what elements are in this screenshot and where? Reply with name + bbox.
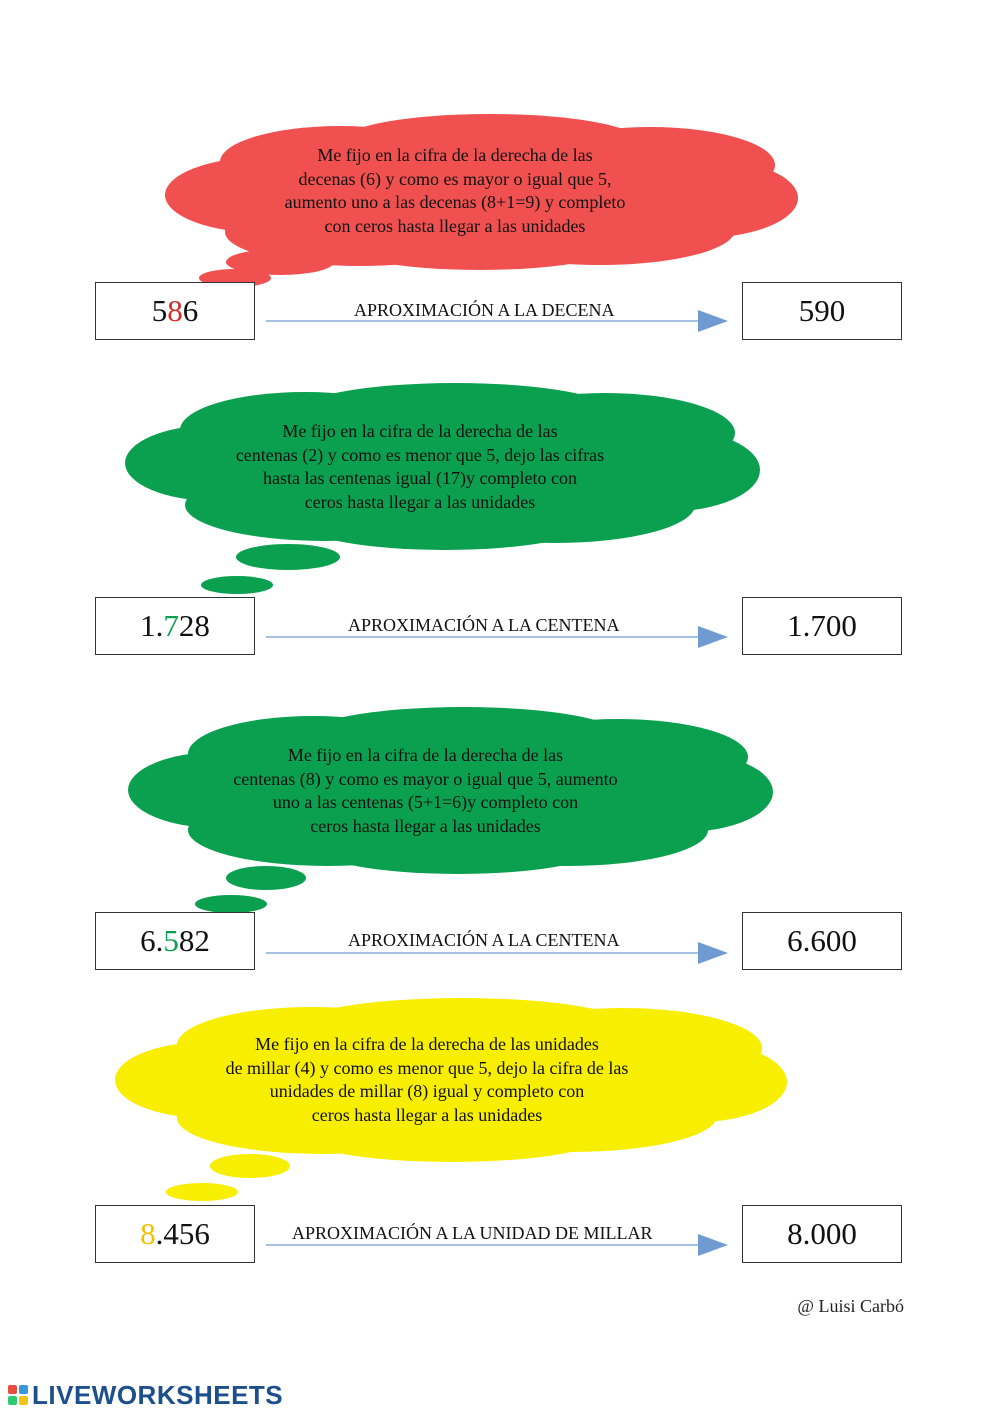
cloud-line: Me fijo en la cifra de la derecha de las [282,421,558,441]
result-number-box [742,282,902,340]
arrow-right-icon [266,622,730,652]
cloud-line: centenas (2) y como es menor que 5, dejo las cifras [235,444,605,465]
source-number-box [95,1205,255,1263]
cloud-decena [160,120,800,300]
result-value: 590 [798,293,846,328]
cloud-line: centenas (8) y como es mayor o igual que 5, aumento [233,768,618,789]
arrow-right-icon [266,1230,730,1260]
rounding-label: APROXIMACIÓN A LA UNIDAD DE MILLAR [292,1223,653,1243]
cloud-millar [112,1000,792,1220]
cloud-line: ceros hasta llegar a las unidades [310,815,541,836]
arrow-right-icon [266,938,730,968]
cloud-text [187,1033,667,1127]
cloud-line: uno a las centenas (5+1=6)y completo con [272,792,579,812]
cloud-line: unidades de millar (8) igual y completo con [269,1081,585,1101]
logo-text: LIVEWORKSHEETS [32,1379,284,1410]
number-part: 6 [182,293,199,328]
rounding-label: APROXIMACIÓN A LA CENTENA [348,615,620,635]
rounding-label: APROXIMACIÓN A LA CENTENA [348,930,620,950]
cloud-line: hasta las centenas igual (17)y completo con [263,468,577,488]
number-part: 5 [151,293,168,328]
highlighted-digit: 5 [163,923,179,958]
highlighted-digit: 8 [140,1216,156,1251]
number-part: 82 [178,923,210,958]
cloud-text [198,744,653,838]
source-number-box [95,912,255,970]
cloud-line: con ceros hasta llegar a las unidades [324,215,586,236]
cloud-line: ceros hasta llegar a las unidades [311,1104,543,1125]
source-number-box [95,597,255,655]
cloud-line: aumento uno a las decenas (8+1=9) y completo [284,192,626,212]
cloud-line: Me fijo en la cifra de la derecha de las [287,745,564,765]
cloud-line: de millar (4) y como es menor que 5, dejo la cifra de las [225,1057,629,1078]
liveworksheets-logo-icon [8,1385,28,1405]
highlighted-digit: 7 [163,608,179,643]
cloud-line: ceros hasta llegar a las unidades [304,491,536,512]
cloud-line: Me fijo en la cifra de la derecha de las [317,145,593,165]
highlighted-digit: 8 [167,293,183,328]
result-value: 1.700 [787,608,857,643]
result-number-box [742,597,902,655]
number-part: .456 [155,1216,210,1251]
cloud-centena-1 [125,385,765,615]
author-credit: @ Luisi Carbó [797,1296,904,1316]
rounding-label: APROXIMACIÓN A LA DECENA [354,300,615,320]
cloud-line: decenas (6) y como es mayor o igual que 5, [298,168,612,189]
cloud-centena-2 [128,712,778,932]
cloud-text [240,144,670,238]
cloud-text [195,420,645,514]
number-part: 28 [178,608,210,643]
number-part: 1. [140,608,164,643]
result-value: 8.000 [787,1216,857,1251]
liveworksheets-logo[interactable] [8,1380,283,1410]
result-number-box [742,1205,902,1263]
number-part: 6. [140,923,164,958]
result-value: 6.600 [787,923,857,958]
cloud-line: Me fijo en la cifra de la derecha de las unidades [255,1034,599,1054]
source-number-box [95,282,255,340]
arrow-right-icon [266,306,730,336]
result-number-box [742,912,902,970]
